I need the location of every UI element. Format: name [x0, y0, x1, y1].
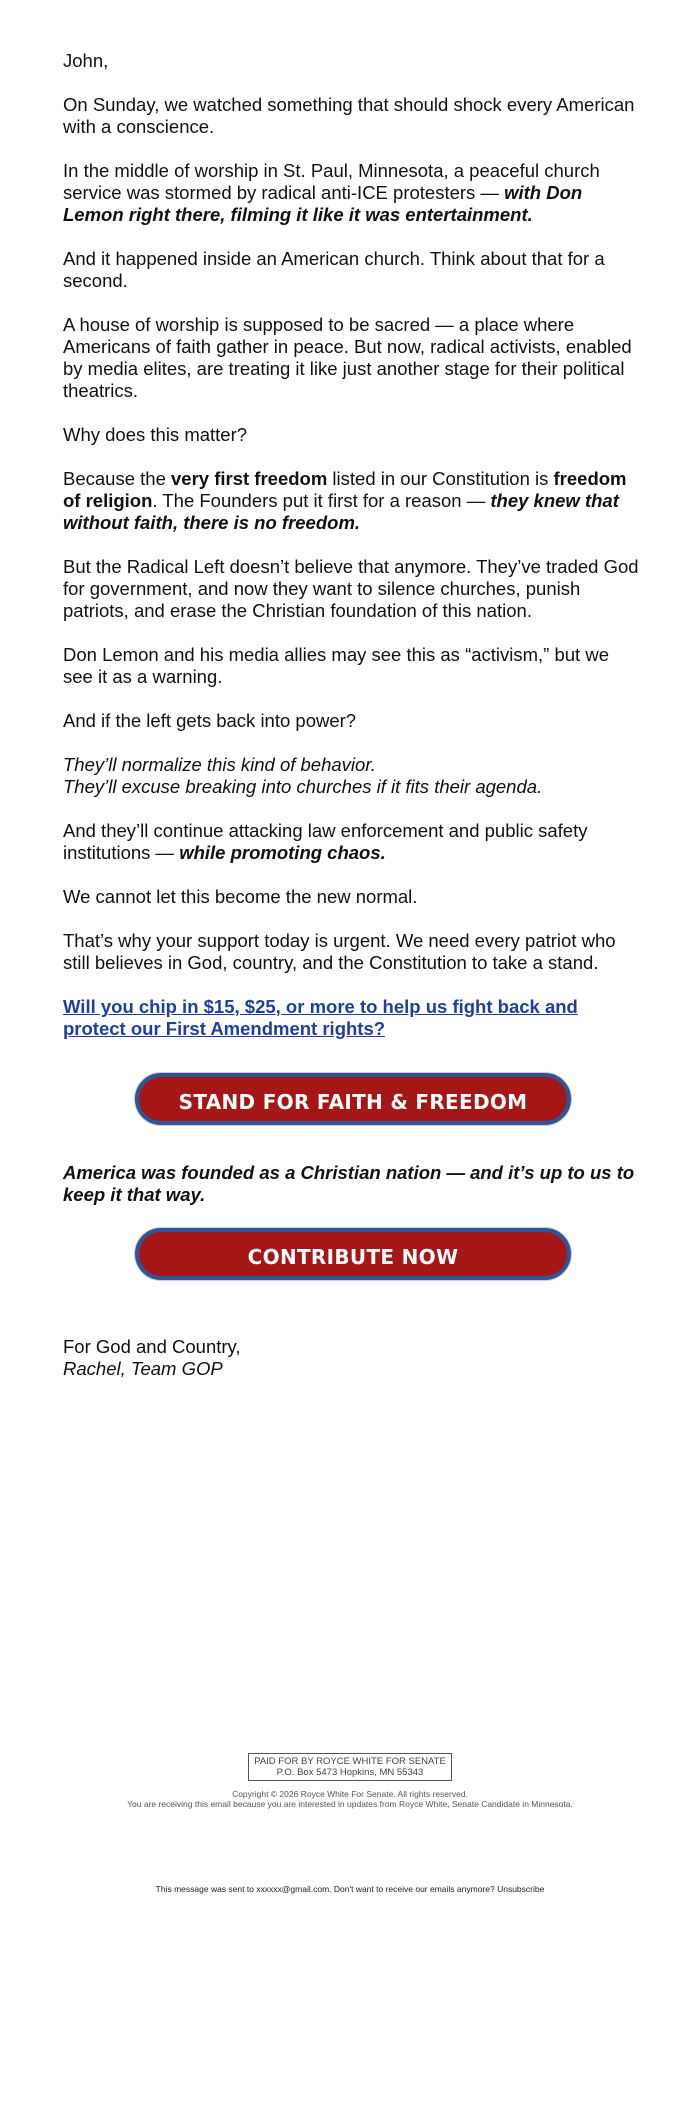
p6-c: listed in our Constitution is: [327, 468, 554, 489]
p10-line1: They’ll normalize this kind of behavior.: [63, 754, 376, 775]
button-1-wrap: [63, 1073, 643, 1125]
paragraph-3: And it happened inside an American church. Think about that for a second.: [63, 248, 605, 291]
paragraph-2-emphasis: with Don Lemon right there, filming it like it was entertainment.: [63, 182, 583, 225]
signature: Rachel, Team GOP: [63, 1358, 223, 1379]
paid-for-disclaimer: [0, 1753, 700, 1781]
paid-for-line: PAID FOR BY ROYCE WHITE FOR SENATE: [254, 1756, 446, 1767]
signoff: For God and Country,: [63, 1336, 241, 1357]
address-line: P.O. Box 5473 Hopkins, MN 55343: [276, 1767, 424, 1778]
p11-emphasis: while promoting chaos.: [179, 842, 386, 863]
paragraph-4: A house of worship is supposed to be sacred — a place where Americans of faith gather in peace. But now, radical activists, enabled by media elites, are treating it like just another stage for their political theatrics.: [63, 314, 632, 401]
tagline: America was founded as a Christian nation — and it’s up to us to keep it that way.: [63, 1162, 635, 1205]
paragraph-11: [63, 820, 643, 864]
paragraph-5: Why does this matter?: [63, 424, 248, 445]
copyright: Copyright © 2026 Royce White For Senate. All rights reserved.: [232, 1789, 468, 1799]
paragraph-9: And if the left gets back into power?: [63, 710, 357, 731]
paragraph-2: [63, 160, 643, 226]
p6-a: Because the: [63, 468, 171, 489]
paragraph-7: But the Radical Left doesn’t believe that anymore. They’ve traded God for government, and now they want to silence churches, punish patriots, and erase the Christian foundation of this nation.: [63, 556, 639, 621]
paragraph-13: That’s why your support today is urgent. We need every patriot who still believes in God, country, and the Constitution to take a stand.: [63, 930, 616, 973]
paragraph-1: On Sunday, we watched something that should shock every American with a conscience.: [63, 94, 635, 137]
p6-e: . The Founders put it first for a reason —: [152, 490, 491, 511]
p6-f: they knew that without faith, there is no freedom.: [63, 490, 619, 533]
p11-text: And they’ll continue attacking law enforcement and public safety institutions —: [63, 820, 588, 863]
donate-ask-link[interactable]: Will you chip in $15, $25, or more to help us fight back and protect our First Amendment rights?: [63, 996, 578, 1039]
button-2-wrap: [63, 1228, 643, 1280]
signoff-block: [63, 1336, 643, 1380]
greeting: John,: [63, 50, 109, 71]
p6-b: very first freedom: [171, 468, 328, 489]
unsubscribe-line[interactable]: This message was sent to xxxxxx@gmail.com. Don't want to receive our emails anymore? Unsubscribe: [155, 1884, 545, 1894]
subscription-reason: You are receiving this email because you are interested in updates from Royce White, Senate Candidate in Minnesota.: [127, 1799, 573, 1809]
paid-for-box: [248, 1753, 452, 1781]
paragraph-10: [63, 754, 643, 798]
paragraph-12: We cannot let this become the new normal.: [63, 886, 418, 907]
email-body: [63, 50, 643, 1380]
paragraph-8: Don Lemon and his media allies may see this as “activism,” but we see it as a warning.: [63, 644, 609, 687]
contribute-now-button[interactable]: CONTRIBUTE NOW: [135, 1228, 571, 1280]
stand-for-faith-button[interactable]: STAND FOR FAITH & FREEDOM: [135, 1073, 571, 1125]
p10-line2: They’ll excuse breaking into churches if it fits their agenda.: [63, 776, 543, 797]
p6-d: freedom of religion: [63, 468, 627, 511]
paragraph-2-text: In the middle of worship in St. Paul, Minnesota, a peaceful church service was stormed by radical anti-ICE protesters —: [63, 160, 600, 203]
paragraph-6: [63, 468, 643, 534]
